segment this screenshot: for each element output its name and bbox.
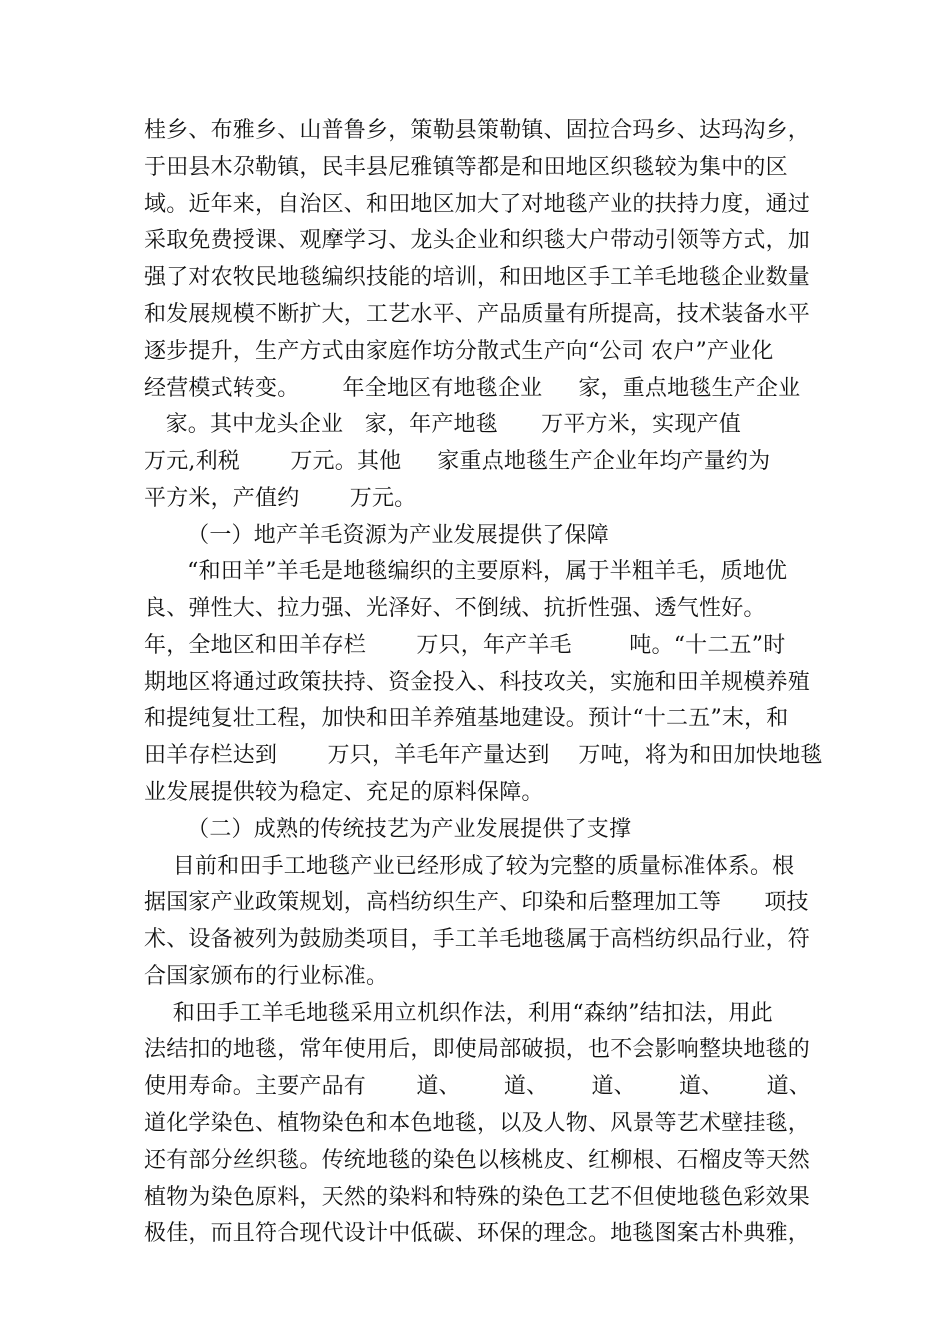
- text-line: 和田手工羊毛地毯采用立机织作法，利用“森纳”结扣法，用此: [144, 1001, 773, 1026]
- text-line: 万元,利税 万元。其他 家重点地毯生产企业年均产量约为: [144, 449, 771, 474]
- section-heading: （二）成熟的传统技艺为产业发展提供了支撑: [144, 817, 632, 842]
- text-line: 经营模式转变。 年全地区有地毯企业 家，重点地毯生产企业: [144, 376, 801, 401]
- text-line: 和发展规模不断扩大，工艺水平、产品质量有所提高，技术装备水平: [144, 302, 811, 327]
- text-line: 期地区将通过政策扶持、资金投入、科技攻关，实施和田羊规模养殖: [144, 670, 811, 695]
- text-line: 域。近年来，自治区、和田地区加大了对地毯产业的扶持力度，通过: [144, 192, 811, 217]
- text-line: “和田羊”羊毛是地毯编织的主要原料，属于半粗羊毛，质地优: [144, 559, 788, 584]
- text-line: 于田县木尕勒镇，民丰县尼雅镇等都是和田地区织毯较为集中的区: [144, 155, 788, 180]
- text-line: 良、弹性大、拉力强、光泽好、不倒绒、抗折性强、透气性好。: [144, 596, 766, 621]
- text-line: 术、设备被列为鼓励类项目，手工羊毛地毯属于高档纺织品行业，符: [144, 927, 811, 952]
- text-line: 逐步提升，生产方式由家庭作坊分散式生产向“公司 农户”产业化: [144, 339, 774, 364]
- text-line: 业发展提供较为稳定、充足的原料保障。: [144, 780, 544, 805]
- text-line: 桂乡、布雅乡、山普鲁乡，策勒县策勒镇、固拉合玛乡、达玛沟乡，: [144, 118, 811, 143]
- text-line: 据国家产业政策规划，高档纺织生产、印染和后整理加工等 项技: [144, 890, 809, 915]
- text-line: 田羊存栏达到 万只，羊毛年产量达到 万吨，将为和田加快地毯: [144, 743, 823, 768]
- text-line: 采取免费授课、观摩学习、龙头企业和织毯大户带动引领等方式，加: [144, 228, 811, 253]
- text-line: 合国家颁布的行业标准。: [144, 964, 389, 989]
- text-line: 使用寿命。主要产品有 道、 道、 道、 道、 道、: [144, 1074, 811, 1099]
- text-line: 还有部分丝织毯。传统地毯的染色以核桃皮、红柳根、石榴皮等天然: [144, 1148, 811, 1173]
- text-line: 法结扣的地毯，常年使用后，即使局部破损，也不会影响整块地毯的: [144, 1037, 811, 1062]
- text-line: 极佳，而且符合现代设计中低碳、环保的理念。地毯图案古朴典雅，: [144, 1221, 811, 1246]
- section-heading: （一）地产羊毛资源为产业发展提供了保障: [144, 523, 609, 548]
- text-line: 平方米，产值约 万元。: [144, 486, 417, 511]
- text-line: 年，全地区和田羊存栏 万只，年产羊毛 吨。“十二五”时: [144, 633, 786, 658]
- text-line: 家。其中龙头企业 家，年产地毯 万平方米，实现产值: [144, 412, 741, 437]
- text-line: 和提纯复壮工程，加快和田羊养殖基地建设。预计“十二五”末，和: [144, 706, 789, 731]
- text-line: 道化学染色、植物染色和本色地毯，以及人物、风景等艺术壁挂毯，: [144, 1111, 811, 1136]
- text-line: 强了对农牧民地毯编织技能的培训，和田地区手工羊毛地毯企业数量: [144, 265, 811, 290]
- text-line: 目前和田手工地毯产业已经形成了较为完整的质量标准体系。根: [144, 854, 795, 879]
- text-line: 植物为染色原料，天然的染料和特殊的染色工艺不但使地毯色彩效果: [144, 1185, 811, 1210]
